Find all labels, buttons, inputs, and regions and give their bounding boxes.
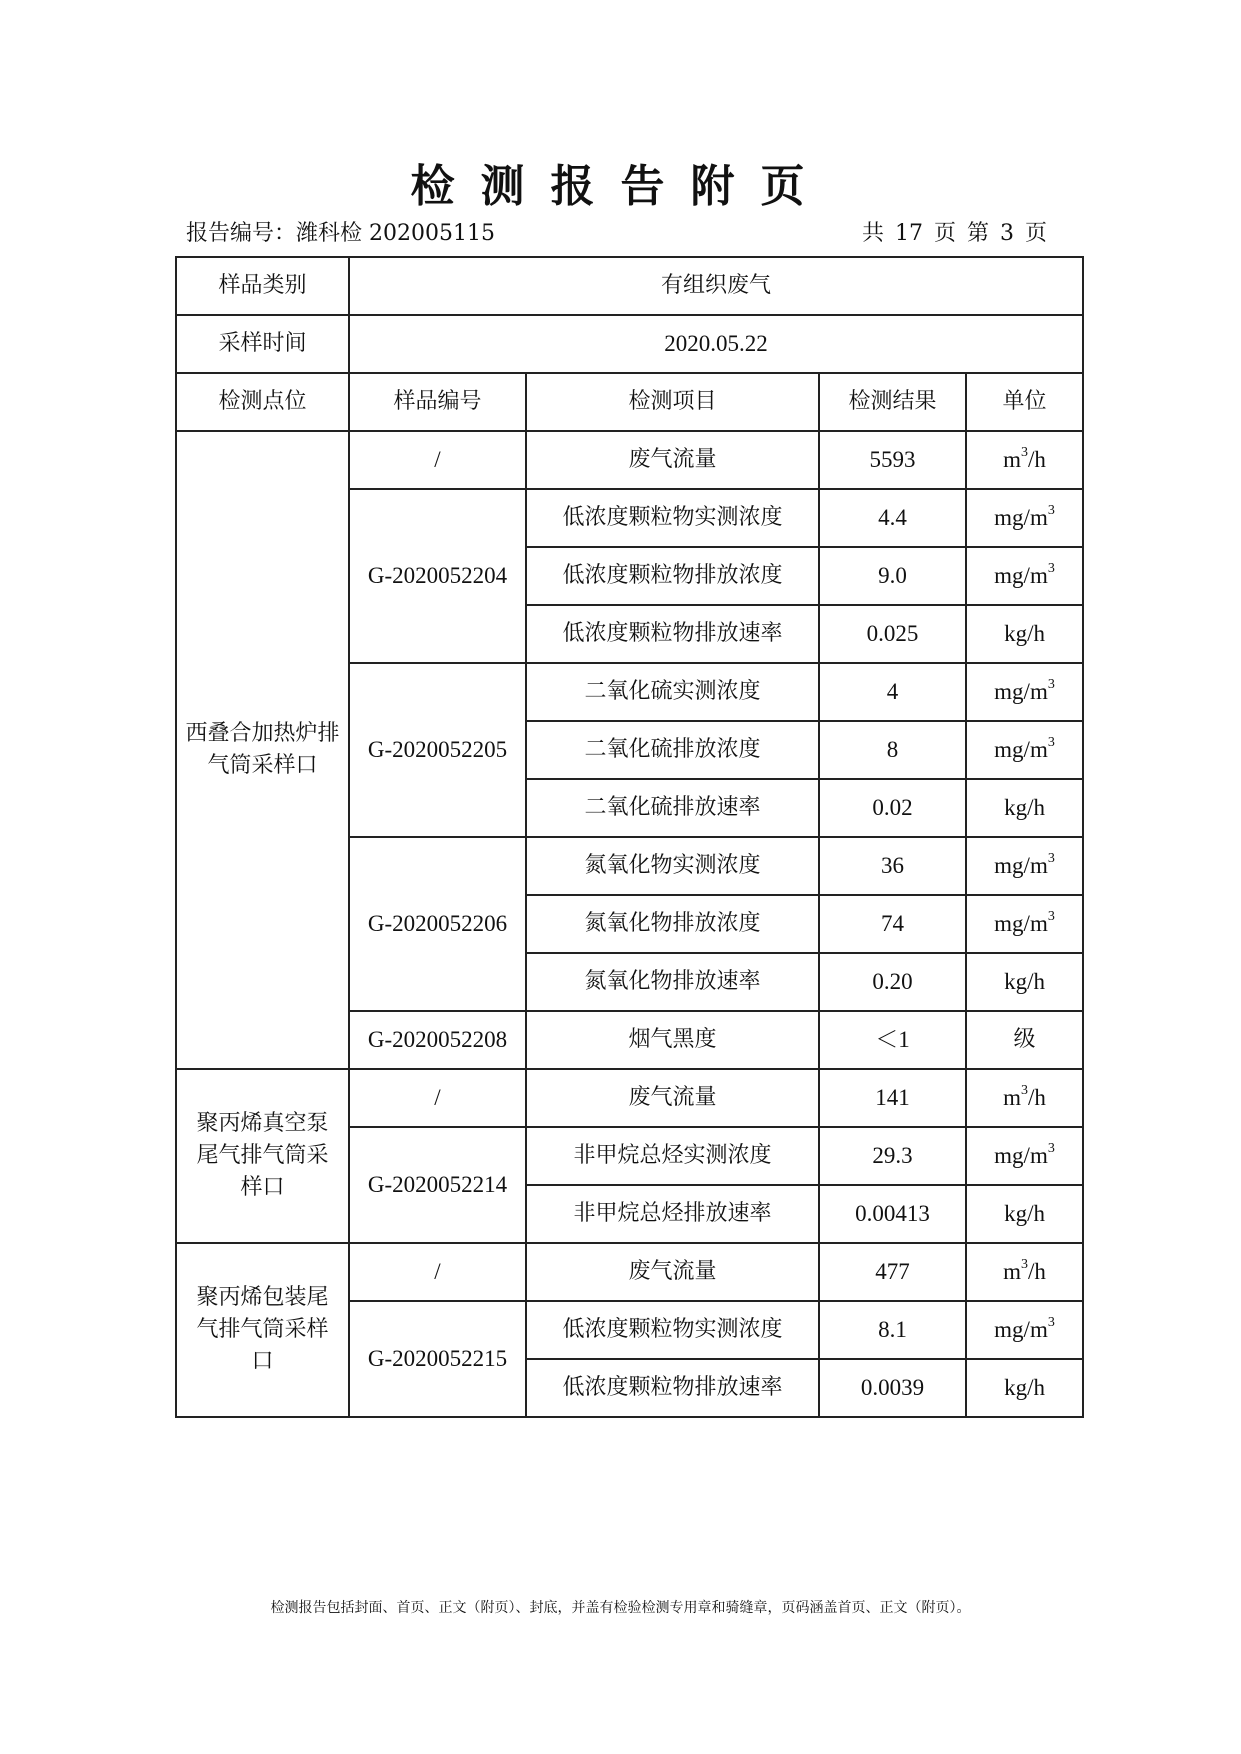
item-cell: 低浓度颗粒物排放速率 [526, 1359, 819, 1417]
unit-cell: $m^3/h$ [966, 1243, 1083, 1301]
sample-type-label: 样品类别 [176, 257, 349, 315]
unit-cell: kg/h [966, 605, 1083, 663]
item-cell: 氮氧化物实测浓度 [526, 837, 819, 895]
result-cell: 74 [819, 895, 966, 953]
sample-no-cell: G-2020052208 [349, 1011, 526, 1069]
result-cell: 0.00413 [819, 1185, 966, 1243]
column-header: 单位 [966, 373, 1083, 431]
sample-no-cell: / [349, 1069, 526, 1127]
unit-cell: $mg/m^3$ [966, 489, 1083, 547]
sample-no-cell: G-2020052205 [349, 663, 526, 837]
result-cell: 0.0039 [819, 1359, 966, 1417]
result-cell: 5593 [819, 431, 966, 489]
unit-cell: $mg/m^3$ [966, 895, 1083, 953]
item-cell: 废气流量 [526, 1069, 819, 1127]
result-cell: 29.3 [819, 1127, 966, 1185]
item-cell: 低浓度颗粒物实测浓度 [526, 489, 819, 547]
sample-no-cell: / [349, 431, 526, 489]
table-row [176, 1243, 1083, 1301]
results-table [175, 256, 1084, 1418]
result-cell: 8 [819, 721, 966, 779]
unit-cell: $m^3/h$ [966, 1069, 1083, 1127]
page-info: 共 17 页 第 3 页 [862, 221, 1047, 246]
result-cell: 141 [819, 1069, 966, 1127]
sample-no-cell: G-2020052204 [349, 489, 526, 663]
sampling-time-label: 采样时间 [176, 315, 349, 373]
unit-cell: kg/h [966, 1185, 1083, 1243]
result-cell: 9.0 [819, 547, 966, 605]
sampling-time-value: 2020.05.22 [349, 315, 1083, 373]
sample-no-cell: G-2020052214 [349, 1127, 526, 1243]
sampling-time-row [176, 315, 1083, 373]
item-cell: 氮氧化物排放浓度 [526, 895, 819, 953]
result-cell: 477 [819, 1243, 966, 1301]
result-cell: 4 [819, 663, 966, 721]
item-cell: 废气流量 [526, 431, 819, 489]
location-cell: 西叠合加热炉排气筒采样口 [176, 431, 349, 1069]
unit-cell: $mg/m^3$ [966, 663, 1083, 721]
item-cell: 低浓度颗粒物排放速率 [526, 605, 819, 663]
item-cell: 低浓度颗粒物排放浓度 [526, 547, 819, 605]
result-cell: 4.4 [819, 489, 966, 547]
result-cell: ＜1 [819, 1011, 966, 1069]
unit-cell: kg/h [966, 1359, 1083, 1417]
unit-cell: $mg/m^3$ [966, 1301, 1083, 1359]
result-cell: 36 [819, 837, 966, 895]
unit-cell: kg/h [966, 953, 1083, 1011]
header-row [176, 373, 1083, 431]
result-cell: 0.20 [819, 953, 966, 1011]
unit-cell: $mg/m^3$ [966, 1127, 1083, 1185]
item-cell: 非甲烷总烃实测浓度 [526, 1127, 819, 1185]
unit-cell: $mg/m^3$ [966, 721, 1083, 779]
result-cell: 0.02 [819, 779, 966, 837]
sample-no-cell: / [349, 1243, 526, 1301]
column-header: 检测结果 [819, 373, 966, 431]
item-cell: 二氧化硫排放速率 [526, 779, 819, 837]
sample-type-row [176, 257, 1083, 315]
item-cell: 非甲烷总烃排放速率 [526, 1185, 819, 1243]
unit-cell: $mg/m^3$ [966, 547, 1083, 605]
item-cell: 烟气黑度 [526, 1011, 819, 1069]
item-cell: 二氧化硫排放浓度 [526, 721, 819, 779]
page-title: 检测报告附页 [410, 161, 831, 212]
unit-cell: kg/h [966, 779, 1083, 837]
report-number: 报告编号：潍科检 202005115 [186, 221, 495, 246]
sample-no-cell: G-2020052206 [349, 837, 526, 1011]
item-cell: 低浓度颗粒物实测浓度 [526, 1301, 819, 1359]
unit-cell: $m^3/h$ [966, 431, 1083, 489]
item-cell: 氮氧化物排放速率 [526, 953, 819, 1011]
table-row [176, 431, 1083, 489]
sample-type-value: 有组织废气 [349, 257, 1083, 315]
item-cell: 废气流量 [526, 1243, 819, 1301]
unit-cell: 级 [966, 1011, 1083, 1069]
column-header: 样品编号 [349, 373, 526, 431]
unit-cell: $mg/m^3$ [966, 837, 1083, 895]
column-header: 检测项目 [526, 373, 819, 431]
column-header: 检测点位 [176, 373, 349, 431]
result-cell: 0.025 [819, 605, 966, 663]
location-cell: 聚丙烯包装尾气排气筒采样口 [176, 1243, 349, 1417]
location-cell: 聚丙烯真空泵尾气排气筒采样口 [176, 1069, 349, 1243]
table-row [176, 1069, 1083, 1127]
item-cell: 二氧化硫实测浓度 [526, 663, 819, 721]
result-cell: 8.1 [819, 1301, 966, 1359]
sample-no-cell: G-2020052215 [349, 1301, 526, 1417]
footer-note: 检测报告包括封面、首页、正文（附页）、封底，并盖有检验检测专用章和骑缝章，页码涵盖首页、正文（附页）。 [270, 1600, 971, 1616]
